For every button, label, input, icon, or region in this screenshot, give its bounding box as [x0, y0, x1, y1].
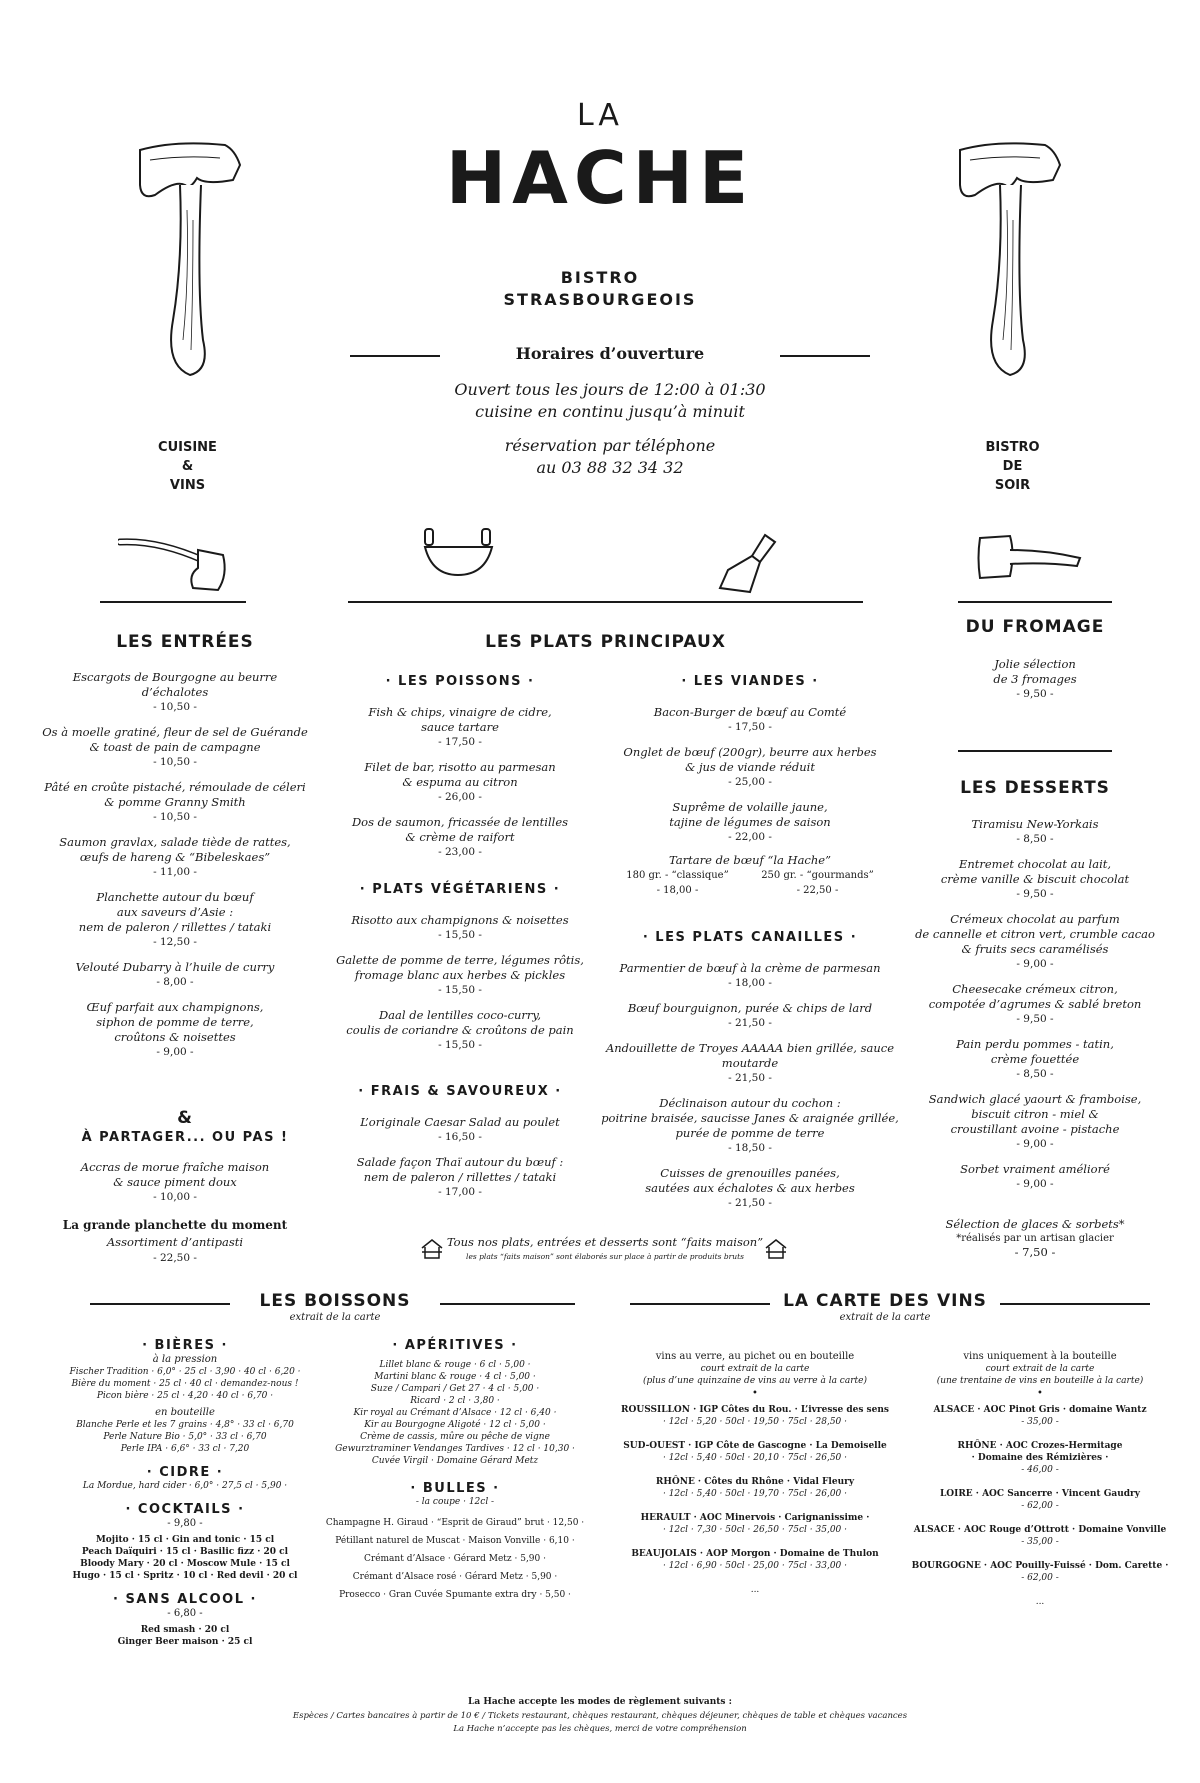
menu-item-name: Velouté Dubarry à l’huile de curry [75, 960, 275, 974]
wine-item [600, 1512, 910, 1536]
menu-item-price: - 10,00 - [153, 1191, 197, 1203]
beer-line: Bière du moment · 25 cl · 40 cl · demandez-nous ! [71, 1379, 299, 1389]
beer-line: Perle IPA · 6,6° · 33 cl · 7,20 [120, 1444, 250, 1454]
axe-right-illustration [955, 140, 1065, 380]
vins-verre-col: vins au verre, au pichet ou en bouteille court extrait de la carte (plus d’une quinzaine de vins au verre à la carte) • ROUSSILLON · IGP Côtes du Rou. · L’ivresse des sens · 12cl · 5,20 · 50cl · 19,50 · 75cl · 28,50 · SUD-OUEST · IGP Côte de Gascogne · La Demoiselle · 12cl · 5,40 · 50cl · 20,10 · 75cl · 26,50 · RHÔNE · Côtes du Rhône · Vidal Fleury · 12cl · 5,40 · 50cl · 19,70 · 75cl · 26,00 · HERAULT · AOC Minervois · Carignanissime · · 12cl · 7,30 · 50cl · 26,50 · 75cl · 35,00 · BEAUJOLAIS · AOP Morgon · Domaine de Thulon · 12cl · 6,90 · 50cl · 25,00 · 75cl · 33,00 · ... [600, 1350, 910, 1596]
menu-item-name: Jolie sélection de 3 fromages [993, 657, 1077, 686]
sans-alcool-title: · SANS ALCOOL · [113, 1592, 257, 1607]
rule-entrees [100, 601, 246, 603]
cocktail-line: Mojito · 15 cl · Gin and tonic · 15 cl [95, 1535, 275, 1545]
wine-item [600, 1404, 910, 1428]
menu-item [40, 835, 310, 880]
menu-item-price: - 15,50 - [438, 929, 482, 941]
menu-item [40, 1160, 310, 1205]
wine-item [600, 1476, 910, 1500]
menu-item-name: Sandwich glacé yaourt & framboise, biscuit citron - miel & croustillant avoine - pistache [928, 1092, 1142, 1136]
menu-item-name: Cheesecake crémeux citron, compotée d’agrumes & sablé breton [928, 982, 1142, 1011]
menu-item-price: - 15,50 - [438, 984, 482, 996]
wine-price: - 35,00 - [1021, 1417, 1059, 1427]
canailles-list [595, 961, 905, 1221]
hours-rule-right [780, 355, 870, 357]
vege-list [330, 913, 590, 1063]
boissons-col-left: · BIÈRES · à la pression Fischer Tradition · 6,0° · 25 cl · 3,90 · 40 cl · 6,20 · Bière du moment · 25 cl · 40 cl · demandez-nous ! Picon bière · 25 cl · 4,20 · 40 cl · 6,70 · en bouteille Blanche Perle et les 7 grains · 4,8° · 33 cl · 6,70 Perle Nature Bio · 5,0° · 33 cl · 6,70 Perle IPA · 6,6° · 33 cl · 7,20 · CIDRE · La Mordue, hard cider · 6,0° · 27,5 cl · 5,90 · · COCKTAILS · - 9,80 - Mojito · 15 cl · Gin and tonic · 15 cl Peach Daïquiri · 15 cl · Basilic fizz · 20 cl Bloody Mary · 20 cl · Moscow Mule · 15 cl Hugo · 15 cl · Spritz · 10 cl · Red devil · 20 cl · SANS ALCOOL · - 6,80 - Red smash · 20 cl Ginger Beer maison · 25 cl [45, 1338, 325, 1648]
tagline-right: BISTRO DE SOIR [985, 440, 1040, 493]
planchette-title: La grande planchette du moment [62, 1218, 288, 1232]
menu-item [330, 1155, 590, 1200]
wine-item [900, 1404, 1180, 1428]
vins-bouteille-col: vins uniquement à la bouteille court extrait de la carte (une trentaine de vins en bouteille à la carte) • ALSACE · AOC Pinot Gris · domaine Wantz - 35,00 - RHÔNE · AOC Crozes-Hermitage · Domaine des Rémizières · - 46,00 - LOIRE · AOC Sancerre · Vincent Gaudry - 62,00 - ALSACE · AOC Rouge d’Ottrott · Domaine Vonville - 35,00 - BOURGOGNE · AOC Pouilly-Fuissé · Dom. Carette · - 62,00 - ... [900, 1350, 1180, 1608]
soft-drink-line: Ginger Beer maison · 25 cl [117, 1637, 253, 1647]
viandes-title: · LES VIANDES · [681, 674, 819, 689]
entrees-title: LES ENTRÉES [116, 632, 254, 652]
wine-item [900, 1524, 1180, 1548]
menu-item-price: - 26,00 - [438, 791, 482, 803]
desserts-list [915, 817, 1155, 1202]
wine-price: · 12cl · 7,30 · 50cl · 26,50 · 75cl · 35,00 · [662, 1525, 848, 1535]
wine-name: ROUSSILLON · IGP Côtes du Rou. · L’ivresse des sens [621, 1405, 889, 1415]
menu-item-name: Tiramisu New-Yorkais [971, 817, 1099, 831]
faits-maison: Tous nos plats, entrées et desserts sont “faits maison” [446, 1235, 764, 1249]
frais-title: · FRAIS & SAVOUREUX · [358, 1084, 562, 1099]
hours-title: Horaires d’ouverture [515, 344, 705, 363]
menu-item-price: - 9,50 - [1016, 1013, 1054, 1025]
menu-item-name: Déclinaison autour du cochon : poitrine braisée, saucisse Janes & araignée grillée, purée de pomme de terre [601, 1096, 899, 1140]
sparkling-line: Prosecco · Gran Cuvée Spumante extra dry · 5,50 · [339, 1590, 571, 1600]
wine-item [900, 1488, 1180, 1512]
menu-item-name: Galette de pomme de terre, légumes rôtis, fromage blanc aux herbes & pickles [336, 953, 584, 982]
menu-item-price: - 16,50 - [438, 1131, 482, 1143]
canailles-title: · LES PLATS CANAILLES · [642, 930, 858, 945]
menu-item-name: Andouillette de Troyes AAAAA bien grillée, sauce moutarde [605, 1041, 895, 1070]
poissons-title: · LES POISSONS · [385, 674, 535, 689]
cleaver-icon [710, 530, 790, 600]
brand-la: LA [577, 98, 623, 133]
menu-item [925, 657, 1145, 702]
menu-item [40, 960, 310, 990]
menu-item-name: Onglet de bœuf (200gr), beurre aux herbes & jus de viande réduit [623, 745, 877, 774]
menu-item-price: - 8,00 - [156, 976, 194, 988]
share-list [40, 1160, 310, 1215]
sparkling-line: Crémant d’Alsace · Gérard Metz · 5,90 · [364, 1554, 546, 1564]
fromage-list [925, 657, 1145, 712]
menu-item [595, 961, 905, 991]
wine-name: SUD-OUEST · IGP Côte de Gascogne · La Demoiselle [623, 1441, 887, 1451]
menu-item [610, 800, 890, 845]
wine-name: BEAUJOLAIS · AOP Morgon · Domaine de Thulon [631, 1549, 879, 1559]
sparkling-line: Champagne H. Giraud · “Esprit de Giraud” brut · 12,50 · [325, 1518, 585, 1528]
aperitif-line: Martini blanc & rouge · 4 cl · 5,00 · [374, 1372, 536, 1382]
brand-sub-1: BISTRO [560, 268, 640, 287]
share-amp: & [177, 1108, 193, 1128]
hours-rule-left [350, 355, 440, 357]
share-title: À PARTAGER... OU PAS ! [81, 1130, 289, 1145]
fromage-title: DU FROMAGE [965, 617, 1105, 637]
menu-item [915, 857, 1155, 902]
menu-item-name: Parmentier de bœuf à la crème de parmesan [619, 961, 881, 975]
brand-sub-2: STRASBOURGEOIS [503, 290, 697, 309]
rule-boissons-left [90, 1303, 230, 1305]
wine-item [600, 1548, 910, 1572]
menu-item-price: - 18,00 - [728, 977, 772, 989]
rule-plats [348, 601, 863, 603]
menu-item [330, 953, 590, 998]
menu-item [915, 1162, 1155, 1192]
desserts-title: LES DESSERTS [960, 778, 1110, 798]
viandes-list [610, 705, 890, 855]
menu-item-name: Crémeux chocolat au parfum de cannelle et citron vert, crumble cacao & fruits secs caramélisés [915, 912, 1155, 956]
menu-item-price: - 18,50 - [728, 1142, 772, 1154]
soft-drink-line: Red smash · 20 cl [140, 1625, 230, 1635]
wine-price: · 12cl · 6,90 · 50cl · 25,00 · 75cl · 33,00 · [662, 1561, 848, 1571]
planchette-desc: Assortiment d’antipasti [106, 1235, 244, 1249]
menu-item [40, 725, 310, 770]
aperitif-line: Crème de cassis, mûre ou pêche de vigne [360, 1432, 550, 1442]
wine-name: HERAULT · AOC Minervois · Carignanissime · [640, 1513, 870, 1523]
tartare-item: Tartare de bœuf “la Hache” 180 gr. - “classique” - 18,00 - 250 gr. - “gourmands” - 22,50 - [626, 853, 874, 896]
menu-item-price: - 8,50 - [1016, 1068, 1054, 1080]
hatchet-icon [118, 530, 248, 600]
menu-item-name: Daal de lentilles coco-curry, coulis de coriandre & croûtons de pain [346, 1008, 574, 1037]
menu-item-name: Os à moelle gratiné, fleur de sel de Guérande & toast de pain de campagne [42, 725, 308, 754]
menu-item [40, 670, 310, 715]
menu-item-name: Œuf parfait aux champignons, siphon de pomme de terre, croûtons & noisettes [86, 1000, 264, 1044]
menu-item-price: - 10,50 - [153, 701, 197, 713]
footer-line-1: La Hache accepte les modes de règlement suivants : [468, 1697, 732, 1707]
menu-item-name: Salade façon Thaï autour du bœuf : nem de paleron / rillettes / tataki [356, 1155, 564, 1184]
sparkling-line: Pétillant naturel de Muscat · Maison Vonville · 6,10 · [335, 1536, 575, 1546]
beer-line: Perle Nature Bio · 5,0° · 33 cl · 6,70 [103, 1432, 267, 1442]
cidre-title: · CIDRE · [146, 1465, 224, 1480]
planchette-price: - 22,50 - [153, 1252, 197, 1264]
mezzaluna-icon [420, 525, 500, 580]
hatchet-small-icon [975, 528, 1085, 588]
menu-item-price: - 9,00 - [1016, 1138, 1054, 1150]
brand-hache: HACHE [445, 136, 755, 220]
menu-item [330, 1008, 590, 1053]
wine-price: · 12cl · 5,40 · 50cl · 20,10 · 75cl · 26,50 · [662, 1453, 848, 1463]
menu-item-price: - 9,00 - [156, 1046, 194, 1058]
menu-item-name: Cuisses de grenouilles panées, sautées aux échalotes & aux herbes [645, 1166, 855, 1195]
wine-name: RHÔNE · Côtes du Rhône · Vidal Fleury [655, 1477, 855, 1487]
wine-name: RHÔNE · AOC Crozes-Hermitage · Domaine des Rémizières · [957, 1441, 1123, 1463]
beer-line: Picon bière · 25 cl · 4,20 · 40 cl · 6,70 · [96, 1391, 274, 1401]
menu-item-name: Entremet chocolat au lait, crème vanille & biscuit chocolat [940, 857, 1130, 886]
faits-maison-note: les plats “faits maison” sont élaborés sur place à partir de produits bruts [466, 1252, 744, 1261]
beer-line: Blanche Perle et les 7 grains · 4,8° · 33 cl · 6,70 [76, 1420, 294, 1430]
bieres-title: · BIÈRES · [142, 1338, 228, 1353]
menu-item [595, 1096, 905, 1156]
aperitif-line: Cuvée Virgil · Domaine Gérard Metz [371, 1456, 539, 1466]
menu-item-price: - 17,50 - [438, 736, 482, 748]
aperitif-line: Kir au Bourgogne Aligoté · 12 cl · 5,00 · [364, 1420, 546, 1430]
menu-item-price: - 10,50 - [153, 756, 197, 768]
poissons-list [330, 705, 590, 870]
menu-item [915, 817, 1155, 847]
menu-item-price: - 25,00 - [728, 776, 772, 788]
menu-item-price: - 17,00 - [438, 1186, 482, 1198]
boissons-col-right: · APÉRITIVES · Lillet blanc & rouge · 6 cl · 5,00 · Martini blanc & rouge · 4 cl · 5,00 · Suze / Campari / Get 27 · 4 cl · 5,00 · Ricard · 2 cl · 3,80 · Kir royal au Crémant d’Alsace · 12 cl · 6,40 · Kir au Bourgogne Aligoté · 12 cl · 5,00 · Crème de cassis, mûre ou pêche de vigne Gewurztraminer Vendanges Tardives · 12 cl · 10,30 · Cuvée Virgil · Domaine Gérard Metz · BULLES · - la coupe · 12cl - Champagne H. Giraud · “Esprit de Giraud” brut · 12,50 · Pétillant naturel de Muscat · Maison Vonville · 6,10 · Crémant d’Alsace · Gérard Metz · 5,90 · Crémant d’Alsace rosé · Gérard Metz · 5,90 · Prosecco · Gran Cuvée Spumante extra dry · 5,50 · [325, 1338, 585, 1604]
wine-price: - 46,00 - [1021, 1465, 1059, 1475]
wine-name: BOURGOGNE · AOC Pouilly-Fuissé · Dom. Carette · [911, 1561, 1169, 1571]
vins-subtitle: extrait de la carte [839, 1312, 931, 1323]
menu-item-name: Fish & chips, vinaigre de cidre, sauce tartare [368, 705, 552, 734]
wine-name: LOIRE · AOC Sancerre · Vincent Gaudry [939, 1489, 1141, 1499]
vege-title: · PLATS VÉGÉTARIENS · [359, 882, 561, 897]
menu-item-price: - 23,00 - [438, 846, 482, 858]
menu-item-name: Filet de bar, risotto au parmesan & espuma au citron [364, 760, 556, 789]
menu-item [330, 815, 590, 860]
menu-item-name: Pâté en croûte pistaché, rémoulade de céleri & pomme Granny Smith [44, 780, 306, 809]
menu-item [915, 912, 1155, 972]
menu-item [330, 913, 590, 943]
menu-item [915, 1092, 1155, 1152]
menu-item-name: Bœuf bourguignon, purée & chips de lard [627, 1001, 873, 1015]
aperitif-line: Kir royal au Crémant d’Alsace · 12 cl · 6,40 · [353, 1408, 557, 1418]
cocktails-title: · COCKTAILS · [125, 1502, 245, 1517]
menu-item-name: Dos de saumon, fricassée de lentilles & crème de raifort [351, 815, 569, 844]
rule-boissons-right [440, 1303, 575, 1305]
menu-item-name: Risotto aux champignons & noisettes [351, 913, 569, 927]
wine-price: - 62,00 - [1021, 1573, 1059, 1583]
menu-item [610, 705, 890, 735]
menu-item-price: - 8,50 - [1016, 833, 1054, 845]
hours-line-2: cuisine en continu jusqu’à minuit [475, 402, 745, 421]
menu-item [40, 1000, 310, 1060]
wine-name: ALSACE · AOC Rouge d’Ottrott · Domaine Vonville [913, 1525, 1167, 1535]
menu-item-price: - 21,50 - [728, 1072, 772, 1084]
plats-title: LES PLATS PRINCIPAUX [485, 632, 726, 652]
menu-item-name: Saumon gravlax, salade tiède de rattes, œufs de hareng & “Bibeleskaes” [59, 835, 291, 864]
menu-item [40, 780, 310, 825]
menu-item [915, 1037, 1155, 1082]
wine-price: - 35,00 - [1021, 1537, 1059, 1547]
menu-item [595, 1001, 905, 1031]
bulles-title: · BULLES · [410, 1481, 500, 1496]
menu-item-price: - 9,00 - [1016, 1178, 1054, 1190]
menu-item [595, 1041, 905, 1086]
menu-item-price: - 21,50 - [728, 1197, 772, 1209]
glaces-item: Sélection de glaces & sorbets* *réalisés par un artisan glacier - 7,50 - [945, 1217, 1125, 1259]
menu-item-name: Planchette autour du bœuf aux saveurs d’Asie : nem de paleron / rillettes / tataki [78, 890, 272, 934]
menu-item [595, 1166, 905, 1211]
menu-item-price: - 12,50 - [153, 936, 197, 948]
entrees-list [40, 670, 310, 1070]
axe-left-illustration [135, 140, 245, 380]
menu-item [330, 705, 590, 750]
menu-item [915, 982, 1155, 1027]
aperitif-line: Ricard · 2 cl · 3,80 · [410, 1396, 500, 1406]
vins-title: LA CARTE DES VINS [783, 1291, 987, 1311]
menu-item-price: - 15,50 - [438, 1039, 482, 1051]
aperitif-line: Gewurztraminer Vendanges Tardives · 12 cl · 10,30 · [335, 1444, 575, 1454]
footer-line-3: La Hache n’accepte pas les chèques, merci de votre compréhension [453, 1724, 747, 1734]
menu-item-name: Accras de morue fraîche maison & sauce piment doux [80, 1160, 270, 1189]
aperitif-line: Suze / Campari / Get 27 · 4 cl · 5,00 · [370, 1384, 540, 1394]
cocktail-line: Hugo · 15 cl · Spritz · 10 cl · Red devil · 20 cl [72, 1571, 298, 1581]
wine-price: - 62,00 - [1021, 1501, 1059, 1511]
boissons-title: LES BOISSONS [259, 1291, 411, 1311]
rule-desserts [958, 750, 1112, 752]
menu-item [330, 1115, 590, 1145]
menu-item-name: Suprême de volaille jaune, tajine de légumes de saison [669, 800, 831, 829]
aperitif-line: Lillet blanc & rouge · 6 cl · 5,00 · [379, 1360, 531, 1370]
rule-fromage [958, 601, 1112, 603]
menu-item-price: - 9,50 - [1016, 688, 1054, 700]
wine-item [600, 1440, 910, 1464]
rule-vins-left [630, 1303, 770, 1305]
wine-price: · 12cl · 5,40 · 50cl · 19,70 · 75cl · 26,00 · [662, 1489, 848, 1499]
sparkling-line: Crémant d’Alsace rosé · Gérard Metz · 5,90 · [352, 1572, 558, 1582]
menu-item-price: - 21,50 - [728, 1017, 772, 1029]
wine-item [900, 1560, 1180, 1584]
hours-line-1: Ouvert tous les jours de 12:00 à 01:30 [454, 380, 766, 399]
menu-item-name: L’originale Caesar Salad au poulet [360, 1115, 560, 1129]
wine-item [900, 1440, 1180, 1476]
menu-item-name: Bacon-Burger de bœuf au Comté [653, 705, 847, 719]
menu-item-price: - 17,50 - [728, 721, 772, 733]
boissons-subtitle: extrait de la carte [289, 1312, 381, 1323]
wine-name: ALSACE · AOC Pinot Gris · domaine Wantz [933, 1405, 1147, 1415]
aperitifs-title: · APÉRITIVES · [392, 1338, 518, 1353]
frais-list [330, 1115, 590, 1210]
menu-item-name: Pain perdu pommes - tatin, crème fouettée [956, 1037, 1114, 1066]
menu-item [330, 760, 590, 805]
beer-line: Fischer Tradition · 6,0° · 25 cl · 3,90 · 40 cl · 6,20 · [69, 1367, 301, 1377]
cocktail-line: Bloody Mary · 20 cl · Moscow Mule · 15 cl [80, 1559, 290, 1569]
menu-item-name: Sorbet vraiment amélioré [960, 1162, 1110, 1176]
footer-line-2: Espèces / Cartes bancaires à partir de 10 € / Tickets restaurant, chèques restaurant, chèques déjeuner, chèques de table et chèques vacances [292, 1711, 908, 1721]
menu-item-price: - 10,50 - [153, 811, 197, 823]
menu-item [610, 745, 890, 790]
cocktail-line: Peach Daïquiri · 15 cl · Basilic fizz · 20 cl [81, 1547, 289, 1557]
menu-item-price: - 11,00 - [153, 866, 197, 878]
menu-item [40, 890, 310, 950]
menu-item-price: - 9,00 - [1016, 958, 1054, 970]
menu-item-price: - 9,50 - [1016, 888, 1054, 900]
rule-vins-right [1000, 1303, 1150, 1305]
menu-item-price: - 22,00 - [728, 831, 772, 843]
tagline-left: CUISINE & VINS [158, 440, 217, 493]
wine-price: · 12cl · 5,20 · 50cl · 19,50 · 75cl · 28,50 · [662, 1417, 848, 1427]
menu-item-name: Escargots de Bourgogne au beurre d’échalotes [72, 670, 278, 699]
reservation-line-1: réservation par téléphone [504, 436, 716, 455]
reservation-phone: au 03 88 32 34 32 [536, 458, 684, 477]
